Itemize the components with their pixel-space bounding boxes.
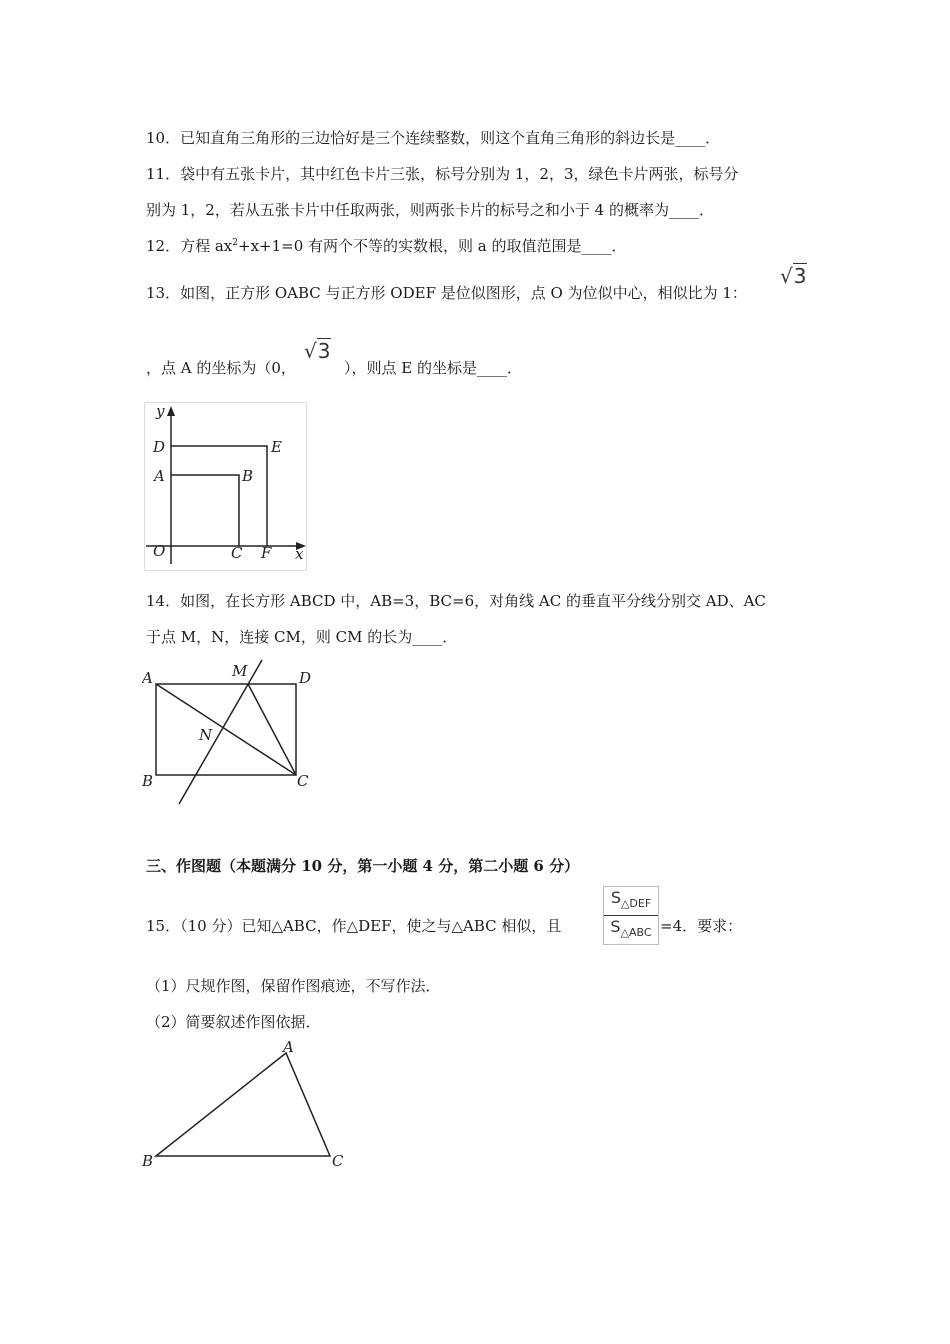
question-11-line1: 11．袋中有五张卡片，其中红色卡片三张，标号分别为 1，2，3，绿色卡片两张，标号分 <box>146 165 739 183</box>
label-c: C <box>332 1152 344 1170</box>
question-13-line2-post: ），则点 E 的坐标是____． <box>344 359 522 377</box>
section-3-heading: 三、作图题（本题满分 10 分，第一小题 4 分，第二小题 6 分） <box>146 857 580 875</box>
label-a: A <box>154 467 165 485</box>
label-b: B <box>142 772 154 790</box>
question-15-requirement-1: （1）尺规作图，保留作图痕迹，不写作法． <box>146 977 441 995</box>
y-axis-arrow-icon <box>167 406 175 416</box>
question-12-text-pre: 12．方程 ax <box>146 237 233 255</box>
segment-cm <box>248 684 296 775</box>
area-ratio-fraction <box>603 886 659 945</box>
question-12-exponent: 2 <box>232 238 238 248</box>
label-b: B <box>242 467 254 485</box>
label-f: F <box>261 544 272 562</box>
diagonal-ac <box>156 684 296 775</box>
label-a: A <box>283 1038 294 1056</box>
label-a: A <box>142 669 153 687</box>
label-d: D <box>153 438 166 456</box>
figure-14-rectangle <box>142 658 318 806</box>
question-15-requirement-2: （2）简要叙述作图依据． <box>146 1013 321 1031</box>
question-13-line1: 13．如图，正方形 OABC 与正方形 ODEF 是位似图形，点 O 为位似中心，相似比为 1： <box>146 284 747 302</box>
question-12-text-post: +x+1=0 有两个不等的实数根，则 a 的取值范围是____． <box>238 237 627 255</box>
label-o: O <box>153 542 166 560</box>
fraction-denominator <box>604 916 658 944</box>
label-n: N <box>199 726 213 744</box>
question-11-line2: 别为 1，2，若从五张卡片中任取两张，则两张卡片的标号之和小于 4 的概率为____． <box>146 201 714 219</box>
label-c: C <box>231 544 243 562</box>
question-12 <box>146 236 627 256</box>
sqrt-3-image-2: √3 <box>304 339 331 363</box>
figure-15-triangle <box>140 1036 350 1172</box>
perpendicular-bisector <box>179 660 262 804</box>
question-14-line1: 14．如图，在长方形 ABCD 中，AB=3，BC=6，对角线 AC 的垂直平分线分别交 AD、AC <box>146 592 766 610</box>
question-14-line2: 于点 M，N，连接 CM，则 CM 的长为____． <box>146 628 458 646</box>
sqrt-radicand-2: 3 <box>317 339 331 363</box>
question-15-text-post: =4．要求： <box>660 917 743 935</box>
numerator-subscript: △DEF <box>620 897 652 911</box>
denominator-subscript: △ABC <box>620 926 652 940</box>
figure-13-squares <box>144 402 308 572</box>
label-m: M <box>232 662 248 680</box>
triangle-abc <box>156 1053 330 1156</box>
question-10: 10．已知直角三角形的三边恰好是三个连续整数，则这个直角三角形的斜边长是____． <box>146 129 721 147</box>
label-e: E <box>271 438 282 456</box>
sqrt-3-image-1: √3 <box>780 264 807 288</box>
fraction-numerator <box>604 887 658 916</box>
label-c: C <box>297 772 309 790</box>
numerator-s: S <box>610 888 621 907</box>
label-d: D <box>299 669 312 687</box>
sqrt-radicand-1: 3 <box>793 264 807 288</box>
question-15-text-pre: 15．（10 分）已知△ABC，作△DEF，使之与△ABC 相似，且 <box>146 917 562 935</box>
question-13-line2-pre: ，点 A 的坐标为（0， <box>146 359 296 377</box>
label-x: x <box>295 545 304 563</box>
square-odef <box>171 446 267 546</box>
square-oabc <box>171 475 239 546</box>
denominator-s: S <box>610 917 621 937</box>
label-y: y <box>156 402 165 420</box>
label-b: B <box>142 1152 154 1170</box>
